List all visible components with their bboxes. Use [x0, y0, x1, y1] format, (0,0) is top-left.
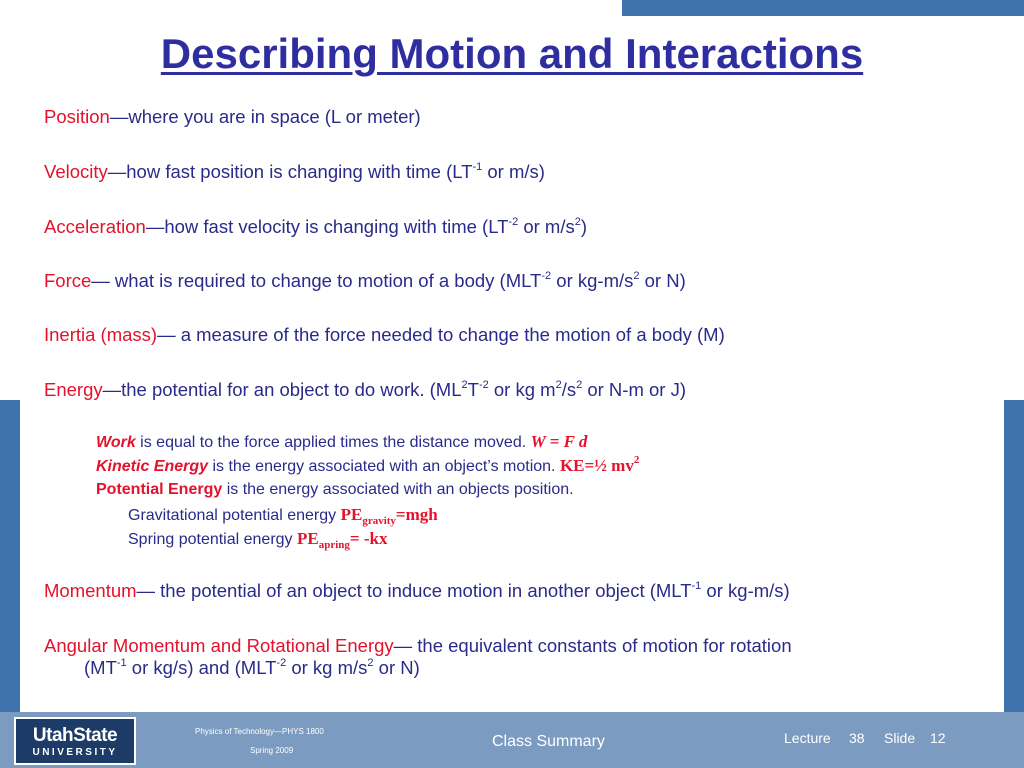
footer-lecture-label: Lecture [784, 730, 831, 746]
energy-sub-gravitational: Gravitational potential energy $PE_{gravity}=mgh$ [128, 505, 438, 527]
energy-sub-work: Work is equal to the force applied times the distance moved. W = F d [96, 432, 588, 451]
footer-course: Physics of Technology—PHYS 1800 [195, 727, 324, 736]
slide-title: Describing Motion and Interactions [160, 30, 864, 77]
university-logo: UtahState UNIVERSITY [14, 717, 136, 765]
footer-slide-number: 12 [930, 730, 946, 746]
item-energy: Energy—the potential for an object to do work. ($ML^2T^{-2}$ or kg $m^2/s^2$ or N-m or J) [44, 379, 687, 400]
footer-term: Spring 2009 [250, 746, 294, 755]
item-inertia: Inertia (mass)— a measure of the force needed to change the motion of a body (M) [44, 324, 725, 345]
footer-slide-label: Slide [884, 730, 916, 746]
item-angular: Angular Momentum and Rotational Energy— the equivalent constants of motion for rotation [44, 635, 792, 656]
item-momentum: Momentum— the potential of an object to induce motion in another object ($MLT^{-1}$ or kg-m/s) [44, 580, 790, 601]
left-accent-bar [0, 400, 20, 712]
footer-section-title: Class Summary [492, 733, 605, 750]
top-right-bar [622, 0, 1024, 16]
item-position: Position—where you are in space (L or meter) [44, 106, 421, 127]
item-acceleration: Acceleration—how fast velocity is changing with time ($LT^{-2}$ or $m/s^2$) [44, 216, 588, 237]
energy-sub-kinetic: Kinetic Energy is the energy associated with an object’s motion. KE=½ $mv^2$ [96, 454, 640, 475]
right-accent-bar [1004, 400, 1024, 712]
item-velocity: Velocity—how fast position is changing with time ($LT^{-1}$ or m/s) [44, 161, 545, 182]
footer-lecture-number: 38 [849, 730, 865, 746]
energy-sub-spring: Spring potential energy $PE_{apring}= -kx$ [128, 529, 388, 551]
item-force: Force— what is required to change to motion of a body ($MLT^{-2}$ or $kg-m/s^2$ or N) [44, 270, 686, 291]
energy-sub-potential: Potential Energy is the energy associated with an objects position. [96, 481, 574, 498]
item-angular-units: ($MT^{-1}$ or kg/s) and ($MLT^{-2}$ or kg $m/s^2$ or N) [84, 657, 420, 678]
